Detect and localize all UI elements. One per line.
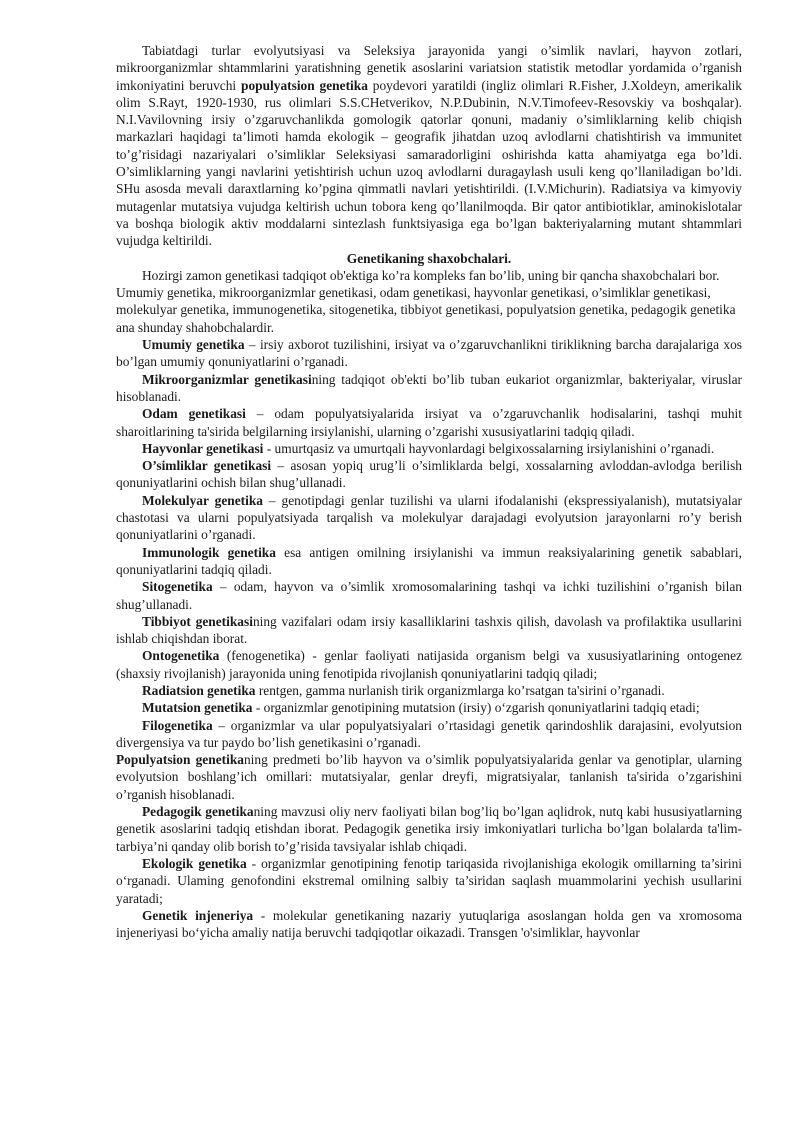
branch-description: - molekular genetikaning nazariy yutuqlariga asoslangan holda gen va xromosoma injeneriyasi bo‘yicha amaliy natija beruvchi tadqiqotlar oikazadi. Transgen 'o'simliklar, hayvonlar [116, 907, 742, 941]
branch-description: - organizmlar genotipining fenotip tariqasida rivojlanishiga ekologik omillarning ta’sirini o‘rganadi. Ulaming genofondini ekstremal omilning salbiy ta’siridan saqlash muammolarini yechish usullarini yaratadi; [116, 855, 742, 906]
branch-description: ning vazifalari odam irsiy kasalliklarini tashxis qilish, davolash va profilaktika usullarini ishlab chiqishdan iborat. [116, 613, 743, 647]
branch-term: Immunologik genetika [142, 544, 276, 560]
intro-text-2: poydevori yaratildi (ingliz olimlari R.Fisher, J.Xoldeyn, amerikalik olim S.Rayt, 1920-1930, rus olimlari S.S.CHetverikov, N.P.Dubinin, N.V.Timofeev-Resovskiy va boshqalar). N.I.Vavilovning irsiy o’zgaruvchanlikda gomologik qatorlar qonuni, madaniy o’simliklarning kelib chiqish markazlari haqidagi ta’limoti hamda ekologik – geografik jihatdan uzoq avlodlarni chatishtirish va immunitet to’g’risidagi nazariyalari o’simliklar Seleksiyasi samaradorligini oshirishda katta ahamiyatga ega bo’ldi. O’simliklarning yangi navlarini yetishtirish uchun uzoq avlodlarni duragaylash usuli keng qo’llaniladigan bo’ldi. SHu asosda mevali daraxtlarning ko’pgina qimmatli navlari yetishtirildi. (I.V.Michurin). Radiatsiya va kimyoviy mutagenlar mutatsiya vujudga keltirish uchun tobora keng qo’llanilmoqda. Bir qator antibiotiklar, aminokislotalar va boshqa biologik aktiv moddalarni sintezlash funktsiyasiga ega bo’lgan bakteriyalarning mutant shtammlari vujudga keltirildi. [116, 77, 742, 249]
branch-term: Umumiy genetika [142, 337, 245, 353]
branch-term: Odam genetikasi [142, 406, 246, 422]
injeneriya-paragraph [116, 907, 742, 942]
branch-term: Filogenetika [142, 717, 213, 733]
branch-term: Sitogenetika [142, 579, 213, 595]
branch-paragraph [116, 578, 742, 613]
branch-paragraph [116, 613, 742, 648]
populyatsion-paragraph [116, 751, 742, 803]
branch-description: - organizmlar genotipining mutatsion (irsiy) o‘zgarish qonuniyatlarini tadqiq etadi; [252, 700, 700, 716]
branch-paragraph [116, 492, 742, 544]
branch-description: rentgen, gamma nurlanish tirik organizmlarga ko’rsatgan ta'sirini o’rganadi. [255, 682, 665, 698]
branch-term: Molekulyar genetika [142, 492, 263, 508]
branch-term: Mutatsion genetika [142, 700, 253, 716]
branch-term: Hayvonlar genetikasi [142, 440, 264, 456]
branch-term: Mikroorganizmlar genetikasi [142, 371, 312, 387]
branch-paragraph [116, 457, 742, 492]
branch-description: – odam populyatsiyalarida irsiyat va o’zgaruvchanlik hodisalarini, tashqi muhit sharoitlarining ta'sirida belgilarning irsiylanishi, ularning o’zgarishi xususiyatlarini tadqiq qiladi. [116, 406, 742, 439]
branch-description: – asosan yopiq urug’li o’simliklarda belgi, xossalarning avloddan-avlodga berilish qonuniyatlarini ochish bilan shug’ullanadi. [116, 458, 742, 491]
branch-description: – odam, hayvon va o’simlik xromosomalarining tashqi va ichki tuzilishini o’rganish bilan shug’ullanadi. [116, 579, 742, 612]
ekologik-paragraph [116, 855, 742, 907]
branch-paragraph [116, 682, 742, 699]
branch-term: Radiatsion genetika [142, 682, 256, 698]
branch-paragraph [116, 440, 742, 457]
branch-description: esa antigen omilning irsiylanishi va immun reaksiyalarining genetik sabablari, qonuniyatlarini tadqiq qiladi. [116, 544, 742, 577]
overview-paragraph: Hozirgi zamon genetikasi tadqiqot ob'ektiga ko’ra kompleks fan bo’lib, uning bir qancha shaxobchalari bor. Umumiy genetika, mikroorganizmlar genetikasi, odam genetikasi, hayvonlar genetikasi, o’simliklar genetikasi, molekulyar genetika, immunogenetika, sitogenetika, tibbiyot genetikasi, populyatsion genetika, pedagogik genetika ana shunday shahobchalardir. [116, 267, 736, 335]
branch-description: ning mavzusi oliy nerv faoliyati bilan bog’liq bo’lgan aqlidrok, nutq kabi hususiyatlarning genetik asoslarini tadqiq etishdan iborat. Pedagogik genetika irsiy imkoniyatlari turlicha bo’lgan bolalarda ta'lim-tarbiya’ni qanday olib borish to’g’risida tavsiyalar ishlab chiqadi. [116, 804, 742, 854]
branch-term: O’simliklar genetikasi [142, 458, 272, 474]
branch-term: Populyatsion genetika [116, 752, 244, 768]
intro-text-1: Tabiatdagi turlar evolyutsiyasi va Seleksiya jarayonida yangi o’simlik navlari, hayvon zotlari, mikroorganizmlar shtammlarini yaratishning genetik asoslarini variatsion statistik metodlar yordamida o’rganish imkoniyatini beruvchi [116, 43, 742, 93]
branch-term: Tibbiyot genetikasi [142, 613, 253, 629]
branch-description: (fenogenetika) - genlar faoliyati natijasida organism belgi va xususiyatlarining ontogenez (shaxsiy rivojlanish) jarayonida uning fenotipida rivojlanish qonuniyatlarini tadqiq qiladi; [116, 648, 742, 681]
branch-paragraph [116, 336, 742, 371]
branch-description: – organizmlar va ular populyatsiyalari o’rtasidagi genetik qarindoshlik darajasini, evolyutsion divergensiya va tur paydo bo’lish genetikasini o’rganadi. [116, 717, 742, 750]
document-page [116, 42, 742, 941]
branch-paragraph [116, 405, 742, 440]
branch-paragraph [116, 544, 742, 579]
branch-term: Ekologik genetika [142, 855, 247, 871]
pedagogik-paragraph [116, 803, 742, 855]
branch-paragraph [116, 717, 742, 752]
branch-description: ning tadqiqot ob'ekti bo’lib tuban eukariot organizmlar, bakteriyalar, viruslar hisoblanadi. [116, 371, 742, 404]
branch-paragraph [116, 699, 742, 716]
branch-description: - umurtqasiz va umurtqali hayvonlardagi belgixossalarning irsiylanishini o’rganadi. [263, 440, 715, 456]
branch-term: Pedagogik genetika [142, 804, 254, 820]
branch-term: Ontogenetika [142, 648, 220, 664]
section-heading: Genetikaning shaxobchalari. [346, 250, 512, 266]
branch-description: – genotipdagi genlar tuzilishi va ularni ifodalanishi (ekspressiyalanish), mutatsiyalar chastotasi va ularni populyatsiyada tarqalish va molekulyar darajadagi evolyutsion jarayonlarni ro’y berish qonuniyatlarini o’rganadi. [116, 492, 742, 543]
intro-paragraph [116, 42, 742, 250]
branch-description: – irsiy axborot tuzilishini, irsiyat va o’zgaruvchanlikni tiriklikning barcha darajalariga xos bo’lgan umumiy qonuniyatlarini o’rganadi. [116, 337, 742, 370]
branch-paragraph [116, 647, 742, 682]
branch-description: ning predmeti bo’lib hayvon va o’simlik populyatsiyalarida genlar va genotiplar, ularning evolyutsion boshlang’ich omillari: mutatsiyalar, genlar dreyfi, migratsiyalar, tanlanish ta'sirida o’zgarishini o’rganish hisoblanadi. [116, 752, 742, 802]
intro-bold-term: populyatsion genetika [241, 77, 368, 93]
branch-paragraph [116, 371, 742, 406]
branch-term: Genetik injeneriya [142, 907, 254, 923]
